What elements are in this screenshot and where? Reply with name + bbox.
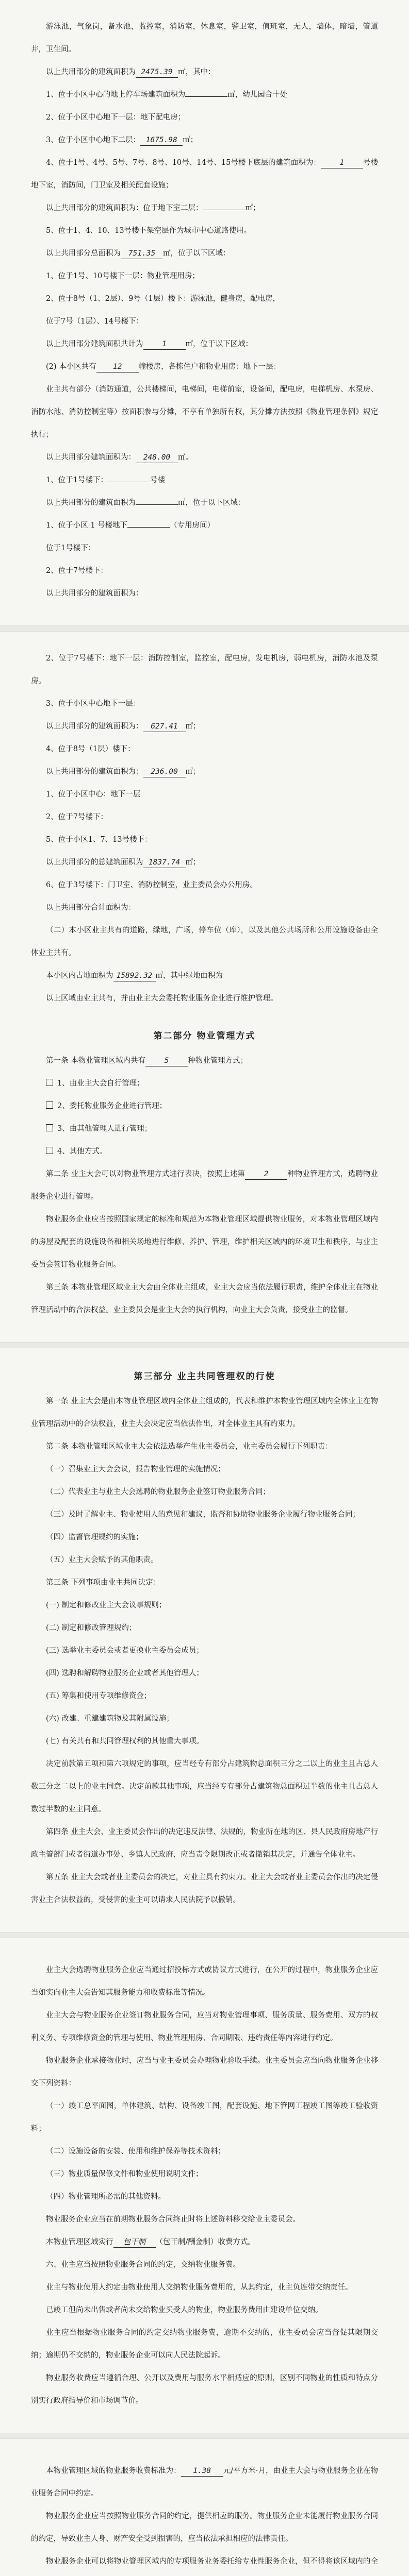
fill-blank: 15892.32: [113, 971, 156, 981]
sheet1-p18: 以上共用部分的建筑面积为 ㎡，位于以下区域：: [46, 499, 246, 507]
section4-p13: 业主应当根据物业服务合同的约定交纳物业服务费，逾期不交纳的，业主委员会应当督促其限期交纳；逾期仍不交纳的，物业服务企业可以向人民法院起诉。: [31, 2329, 378, 2360]
sheet2-p13: 本小区内占地面积为 15892.32 ㎡，其中绿地面积为: [31, 964, 378, 987]
sheet1-p8: 5、位于1、4、10、13号楼下架空层作为城市中心道路使用。: [46, 227, 252, 235]
sheet2-p5: 以上共用部分的建筑面积为： 236.00 ㎡；: [31, 760, 378, 783]
page-separator: [0, 1342, 409, 1348]
section3-p2: 第二条 本物业管理区域业主大会依法选举产生业主委员会，业主委员会履行下列职责：: [46, 1443, 333, 1451]
section3-p5: （三）及时了解业主、物业使用人的意见和建议，监督和协助物业服务企业履行物业服务合同；: [46, 1511, 360, 1519]
fill-blank: 751.35: [121, 248, 163, 259]
fill-blank: 1837.74: [143, 857, 186, 868]
section3-p12: (四) 选聘和解聘物业服务企业或者其他管理人；: [46, 1669, 204, 1677]
fill-blank: 1675.98: [140, 135, 183, 146]
sheet2-p11: 以上共用部分合计面积为：: [46, 904, 136, 912]
sheet-3: [0, 1348, 409, 1932]
fill-blank: [185, 96, 227, 97]
section2-item-2: 2、委托物业服务企业进行管理；: [31, 1095, 378, 1117]
section3-p15: (七) 有关共有和共同管理权利的其他重大事项。: [46, 1737, 204, 1745]
fill-blank: 2475.39: [136, 67, 178, 78]
sheet2-p8: 5、位于小区1、7、13号楼下：: [46, 836, 152, 844]
sheet1-p14: (2) 本小区共有 12 幢楼房，各栋住户和物业用房：地下一层：: [31, 355, 378, 378]
sheet1-p3: 1、位于小区中心的地上停车场建筑面积为 ㎡，幼儿园合十处: [46, 91, 288, 99]
sheet2-p6: 1、位于小区中心：地下一层: [46, 790, 141, 799]
fill-blank: 236.00: [143, 767, 186, 777]
section5-p1: 本物业管理区域的物业服务收费标准为： 1.38 元/平方米·月，由业主大会与物业服务企业在物业服务合同中约定。: [31, 2467, 379, 2498]
page-separator: [0, 625, 409, 632]
section3-p14: (六) 改建、重建建筑物及其附属设施；: [46, 1715, 174, 1723]
section4-p1: 业主大会选聘物业服务企业应当通过招投标方式或协议方式进行，在公开的过程中，物业服务企业应当如实向业主大会告知其服务能力和收费标准等情况。: [31, 1966, 378, 1997]
fill-blank: 2: [245, 1169, 287, 1180]
section2-item-1: 1、由业主大会自行管理；: [31, 1072, 378, 1095]
sheet1-p11: 2、位于8号（1、2层）、9号（1层）楼下：游泳池，健身房，配电房，: [46, 295, 281, 303]
fill-blank: 1: [321, 158, 363, 168]
sheet1-p12: 位于7号（1层）、14号楼下：: [46, 317, 144, 326]
section4-p5: （二）设施设备的安装、使用和维护保养等技术资料；: [46, 2147, 225, 2156]
sheet1-p17: 1、位于1号楼下： 号楼: [46, 476, 165, 484]
sheet1-p10: 1、位于1号、10号楼下一层：物业管理用房；: [46, 272, 200, 280]
sheet-5: [0, 2439, 409, 2576]
sheet1-p21: 2、位于7号楼下：: [46, 567, 108, 575]
sheet2-p12: （二）本小区业主共有的道路，绿地，广场，停车位（库），以及其他公共场所和公用设施设备由全体业主共有。: [31, 926, 378, 957]
sheet-2: [0, 632, 409, 1342]
sheet1-p13: 以上共用部分建筑面积共计为 1 ㎡，位于以下区域：: [31, 333, 378, 355]
sheet2-p10: 6、位于3号楼下：门卫室、消防控制室，业主委员会办公用房。: [46, 881, 257, 889]
checkbox-icon: [46, 1124, 53, 1131]
checkbox-icon: [46, 1079, 53, 1086]
section2-p1: 第一条 本物业管理区域内共有 5 种物业管理方式；: [31, 1049, 378, 1072]
sheet1-p7: 以上共用部分的建筑面积为：位于地下室二层： ㎡；: [46, 204, 260, 212]
fill-blank: 1.38: [181, 2466, 223, 2477]
sheet1-p5: 3、位于小区中心地下二层： 1675.98 ㎡；: [31, 129, 378, 151]
sheet2-p9: 以上共用部分的总建筑面积为 1837.74 ㎡；: [31, 851, 378, 874]
sheet1-p16: 以上共用部分建筑面积为： 248.00 ㎡。: [31, 446, 378, 469]
section3-p4: （二）代表业主与业主大会选聘的物业服务企业签订物业服务合同；: [46, 1488, 270, 1496]
section2-p3: 物业服务企业应当按照国家规定的标准和规范为本物业管理区域提供物业服务，对本物业管理区域内的房屋及配套的设施设备和相关场地进行维修、养护、管理，维护相关区域内的环境卫生和秩序，与业主委员会签订物业服务合同。: [31, 1215, 378, 1269]
section-3-title: 第三部分 业主共同管理权的行使: [134, 1371, 275, 1382]
fill-blank: [127, 527, 170, 528]
section4-p8: 物业服务企业应当在前期物业服务合同终止时将上述资料移交给业主委员会。: [46, 2215, 300, 2224]
section3-p13: (五) 筹集和使用专项维修资金；: [46, 1692, 152, 1700]
section3-p10: (二) 制定和修改管理规约；: [46, 1624, 137, 1632]
section3-p9: (一) 制定和修改业主大会议事规则；: [46, 1601, 167, 1609]
section3-p6: （四）监督管理规约的实施；: [46, 1533, 143, 1541]
section2-p4: 第三条 本物业管理区域业主大会由全体业主组成，业主大会应当依法履行职责，维护全体业主在物业管理活动中的合法权益。业主委员会是业主大会的执行机构，向业主大会负责，接受业主的监督。: [31, 1283, 378, 1314]
sheet2-p1: 2、位于7号楼下：地下一层：消防控制室，监控室，配电房，发电机房，弱电机房，消防水池及泵房。: [31, 654, 378, 685]
sheet1-p20: 位于1号楼下：: [46, 544, 96, 552]
fill-blank: 627.41: [143, 721, 186, 732]
section4-p6: （三）物业质量保修文件和物业使用说明文件；: [46, 2170, 203, 2178]
section3-p16: 决定前款第五项和第六项规定的事项，应当经专有部分占建筑物总面积三分之二以上的业主且占总人数三分之二以上的业主同意。决定前款其他事项，应当经专有部分占建筑物总面积过半数的业主且占总人数过半数的业主同意。: [31, 1760, 378, 1814]
sheet1-p9: 以上共用部分总面积为 751.35 ㎡，位于以下区域：: [31, 242, 378, 265]
fill-blank: 12: [96, 362, 139, 372]
fill-blank: 1: [143, 339, 186, 350]
section5-p3: 物业服务企业可以将物业管理区域内的专项服务业务委托给专业性服务企业，但不得将该区域内的全: [46, 2557, 378, 2566]
checkbox-icon: [46, 1101, 53, 1109]
section4-p4: （一）竣工总平面图，单体建筑、结构、设备竣工图，配套设施、地下管网工程竣工图等竣工验收资料；: [31, 2102, 378, 2133]
sheet2-p14: 以上区域由业主共有，并由业主大会委托物业服务企业进行维护管理。: [46, 994, 278, 1003]
sheet2-p7: 2、位于7号楼下：: [46, 813, 108, 821]
page-separator: [0, 1932, 409, 1938]
section3-p3: （一）召集业主大会会议，报告物业管理的实施情况；: [46, 1465, 225, 1473]
section5-p2: 物业服务企业应当按照物业服务合同的约定，提供相应的服务。物业服务企业未能履行物业服务合同的约定，导致业主人身、财产安全受到损害的，应当依法承担相应的法律责任。: [31, 2512, 378, 2543]
sheet-4: [0, 1938, 409, 2433]
section4-p7: （四）物业管理所必需的其他资料。: [46, 2193, 166, 2201]
sheet1-p19: 1、位于小区 1 号楼地下 （专用房间）: [46, 521, 215, 530]
section4-p12: 已竣工但尚未出售或者尚未交给物业买受人的物业，物业服务费用由建设单位交纳。: [46, 2306, 323, 2314]
section3-p7: （五）业主大会赋予的其他职责。: [46, 1556, 158, 1564]
fill-blank: 5: [145, 1056, 188, 1066]
sheet2-p3: 以上共用部分的建筑面积为： 627.41 ㎡；: [31, 715, 378, 738]
sheet2-p2: 3、位于小区中心地下一层：: [46, 700, 141, 708]
sheet1-p1: 游泳池，气象岗，备水池，监控室，消防室，休息室，警卫室，值班室，无人，墙体，暗墙，管道井，卫生间。: [31, 23, 378, 54]
section4-p3: 物业服务企业承接物业时，应当与业主委员会办理物业验收手续。业主委员会应当向物业服务企业移交下列资料：: [31, 2057, 378, 2088]
section4-p9: 本物业管理区域实行 包干制 （包干制/酬金制）收费方式。: [31, 2231, 378, 2253]
sheet2-p4: 4、位于8号（1层）楼下：: [46, 745, 135, 753]
section3-p17: 第四条 业主大会、业主委员会作出的决定违反法律、法规的，物业所在地的区、县人民政府房地产行政主管部门或者街道办事处、乡镇人民政府，应当责令限期改正或者撤销其决定，并通告全体业主。: [31, 1828, 378, 1859]
section3-p8: 第三条 下列事项由业主共同决定：: [46, 1579, 161, 1587]
checkbox-icon: [46, 1147, 53, 1154]
sheet1-p6: 4、位于1号、4号、5号、7号、8号、10号、14号、15号楼下底层的建筑面积为： 1 号楼地下室，消防间，门卫室及相关配套设施；: [31, 159, 379, 190]
section4-p2: 业主大会与物业服务企业签订物业服务合同，应当对物业管理事项、服务质量、服务费用、双方的权利义务、专项维修资金的管理与使用、物业管理用房、合同期限、违约责任等内容进行约定。: [31, 2011, 378, 2042]
sheet1-p2: 以上共用部分的建筑面积为 2475.39 ㎡，其中：: [31, 61, 378, 83]
section2-p2: 第二条 业主大会可以对物业管理方式进行表决，按照上述第 2 种物业管理方式，选聘物业服务企业进行管理。: [31, 1170, 378, 1201]
section3-p1: 第一条 业主大会是由本物业管理区域内全体业主组成的，代表和维护本物业管理区域内全体业主在物业管理活动中的合法权益，业主大会决定应当依法作出，对全体业主具有约束力。: [31, 1397, 378, 1428]
section3-p18: 第五条 业主大会或者业主委员会的决定，对业主具有约束力。业主大会或者业主委员会作出的决定侵害业主合法权益的，受侵害的业主可以请求人民法院予以撤销。: [31, 1873, 378, 1904]
section2-item-4: 4、其他方式。: [31, 1140, 378, 1163]
sheet-1: [0, 0, 409, 625]
section-2-title: 第二部分 物业管理方式: [153, 1031, 256, 1041]
section4-p10: 六、业主应当按照物业服务合同的约定，交纳物业服务费。: [46, 2261, 240, 2269]
section4-p11: 业主与物业使用人约定由物业使用人交纳物业服务费用的，从其约定，业主负连带交纳责任。: [46, 2283, 353, 2292]
sheet1-p15: 业主共有部分（消防通道，公共楼梯间，电梯间，电梯前室，设备间，配电房，电梯机房、水泵房、消防水池、消防控制室等）按面积参与分摊，不享有单独所有权，其分摊方法按照《物业管理条例》规定执行；: [31, 385, 378, 439]
section3-p11: (三) 选举业主委员会或者更换业主委员会成员；: [46, 1647, 204, 1655]
page-separator: [0, 2433, 409, 2439]
section2-item-3: 3、由其他管理人进行管理；: [31, 1117, 378, 1140]
fill-blank: 包干制: [113, 2237, 156, 2248]
fill-blank: 248.00: [136, 452, 178, 463]
sheet1-p22: 以上共用部分的建筑面积为：: [46, 589, 143, 598]
fill-blank: [136, 504, 178, 505]
sheet1-p4: 2、位于小区中心地下一层：地下配电房；: [46, 113, 186, 122]
section4-p14: 物业服务收费应当遵循合理、公开以及费用与服务水平相适应的原则，区别不同物业的性质和特点分别实行政府指导价和市场调节价。: [31, 2374, 378, 2405]
